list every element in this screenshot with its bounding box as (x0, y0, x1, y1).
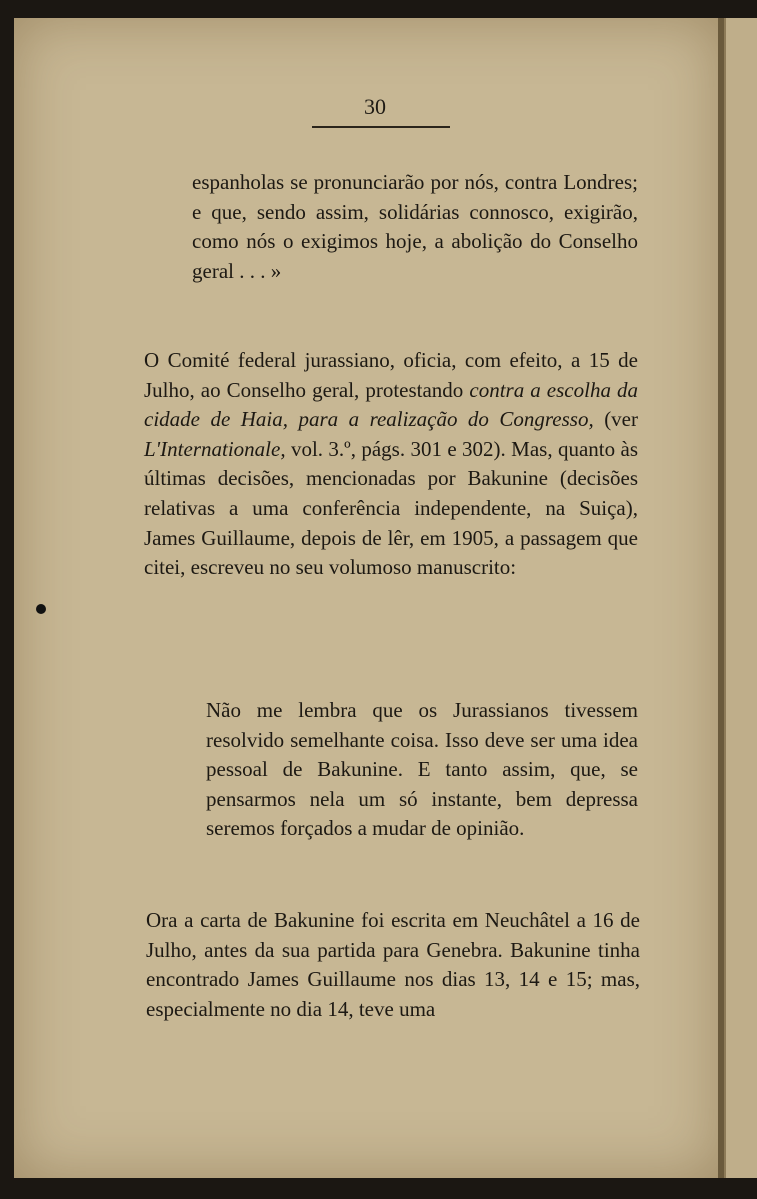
paragraph-carta (146, 906, 640, 1024)
para1-text-3: vol. 3.º, págs. 301 e 302). Mas, quanto às últimas decisões, mencionadas por Bakunine (decisões relativas a uma conferência independente, na Suiça), James Guillaume, depois de lêr, em 1905, a passagem que citei, escreveu no seu volumoso manuscrito: (144, 436, 638, 580)
adjacent-page-edge (724, 18, 757, 1178)
para1-italic-2: L'Internationale, (144, 436, 286, 461)
para1-text-2: (ver (593, 407, 638, 432)
para1-italic-1: contra a escolha da cidade de Haia, para a realização do Congresso, (144, 377, 639, 432)
quote-continuation-text: espanholas se pronunciarão por nós, contra Londres; e que, sendo assim, solidárias connosco, exigirão, como nós o exigimos hoje, a abolição do Conselho geral . . . » (192, 170, 638, 283)
page-number: 30 (364, 94, 386, 119)
header-rule (312, 126, 450, 128)
guillaume-quote (206, 696, 638, 844)
paragraph-comite-text (144, 346, 638, 583)
para1-text-1: O Comité federal jurassiano, oficia, com efeito, a 15 de Julho, ao Conselho geral, protestando (144, 348, 638, 402)
paragraph-carta-text: Ora a carta de Bakunine foi escrita em Neuchâtel a 16 de Julho, antes da sua partida para Genebra. Bakunine tinha encontrado James Guillaume nos dias 13, 14 e 15; mas, especialmente no dia 14, teve uma (146, 908, 640, 1021)
paragraph-comite (144, 346, 638, 583)
ink-spot (36, 604, 46, 614)
guillaume-quote-text: Não me lembra que os Jurassianos tivessem resolvido semelhante coisa. Isso deve ser uma idea pessoal de Bakunine. E tanto assim, que, se pensarmos nela um só instante, bem depressa seremos forçados a mudar de opinião. (206, 698, 638, 841)
quote-continuation (192, 168, 638, 286)
